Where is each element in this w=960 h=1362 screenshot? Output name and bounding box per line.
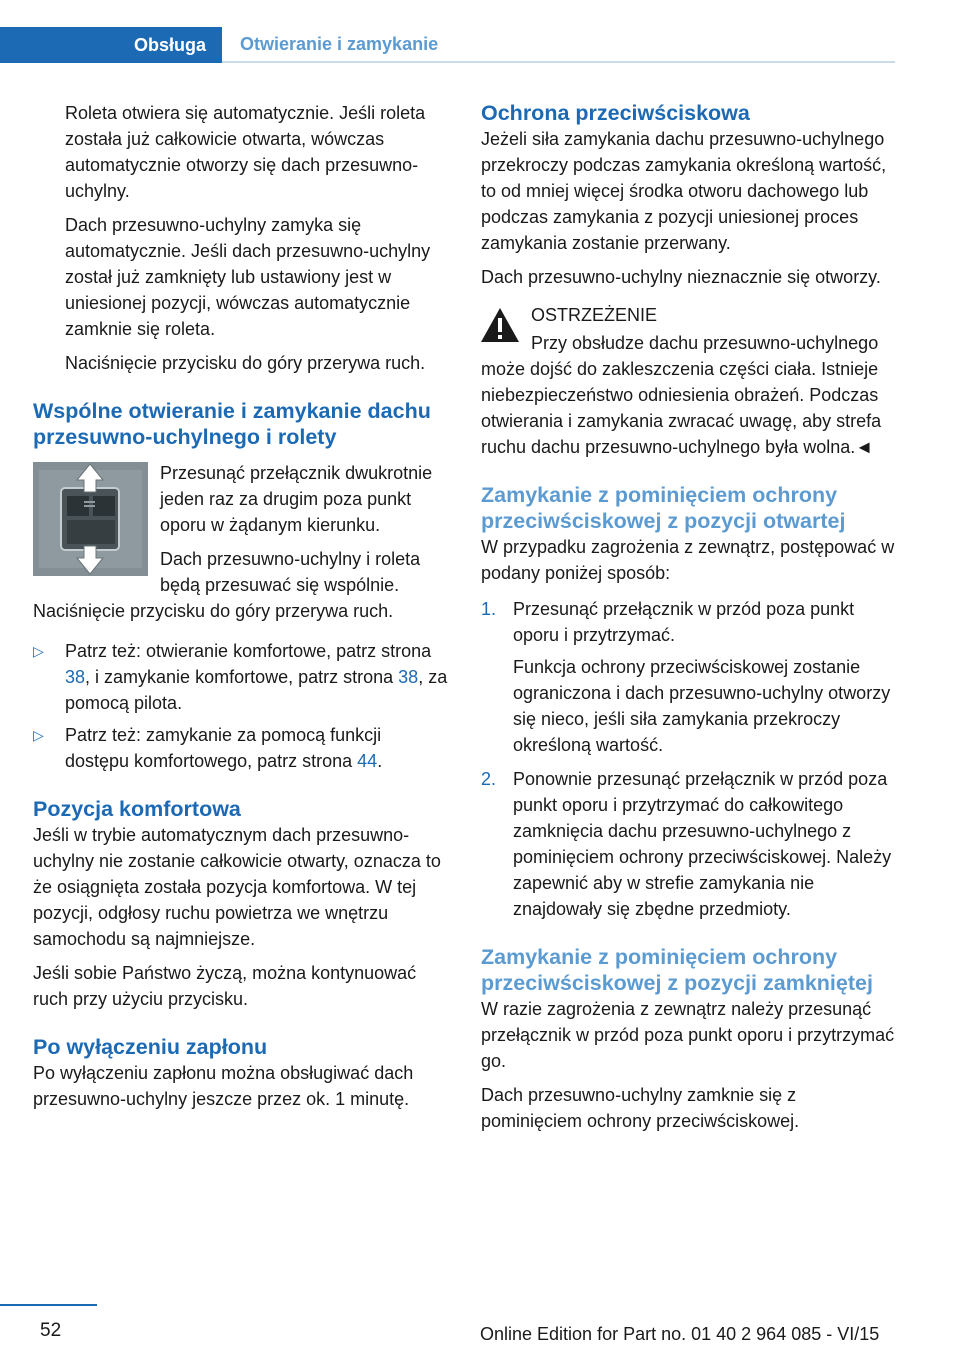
warning-text: Przy obsłudze dachu przesuwno-uchylnego może dojść do zakleszczenia części ciała. Istnieje niebezpieczeństwo odniesienia obrażeń. Podczas otwierania i zamykania zwracać uwagę, aby strefa ruchu dachu przesuwno-uchylnego była wolna.◄ <box>481 333 882 457</box>
list-item <box>33 638 450 716</box>
paragraph: W razie zagrożenia z zewnątrz należy przesunąć przełącznik w przód poza punkt oporu i przytrzymać go. <box>481 999 895 1071</box>
list-item <box>481 766 899 922</box>
triangle-bullet-icon: ▷ <box>33 643 44 659</box>
heading-close-from-closed: Zamykanie z pominięciem ochrony przeciwściskowej z pozycji zamkniętej <box>481 945 873 995</box>
paragraph: Jeżeli siła zamykania dachu przesuwno-uchylnego przekroczy podczas zamykania określoną wartość, to od mniej więcej środka otworu dachowego lub podczas zamykania z pozycji uniesionej proces zamykania zostanie przerwany. <box>481 129 887 253</box>
paragraph: Po wyłączeniu zapłonu można obsługiwać dach przesuwno-uchylny jeszcze przez ok. 1 minutę. <box>33 1063 414 1109</box>
paragraph: Przesunąć przełącznik dwukrotnie jeden raz za drugim poza punkt oporu w żądanym kierunku. <box>160 463 433 535</box>
edition-text: Online Edition for Part no. 01 40 2 964 085 - VI/15 <box>480 1324 880 1344</box>
header-bar <box>0 27 895 63</box>
heading-pinch-protection: Ochrona przeciwściskowa <box>481 101 750 125</box>
paragraph: Dach przesuwno-uchylny zamyka się automatycznie. Jeśli dach przesuwno-uchylny został już zamknięty lub ustawiony jest w uniesionej pozycji, wówczas automatycznie zamknie się roleta. <box>65 215 431 339</box>
heading-joint-operation: Wspólne otwieranie i zamykanie dachu przesuwno-uchylnego i rolety <box>33 399 431 449</box>
page-number: 52 <box>40 1320 62 1341</box>
switch-image <box>33 462 148 576</box>
heading-after-ignition: Po wyłączeniu zapłonu <box>33 1035 268 1059</box>
page-link[interactable]: 44 <box>357 751 378 771</box>
heading-comfort-position: Pozycja komfortowa <box>33 797 241 821</box>
paragraph: Naciśnięcie przycisku do góry przerywa ruch. <box>65 353 426 373</box>
step-text: Funkcja ochrony przeciwściskowej zostanie ograniczona i dach przesuwno-uchylny otworzy się nieco, jeśli siła zamykania przekroczy określoną wartość. <box>513 657 891 755</box>
section-tab-chapter[interactable]: Otwieranie i zamykanie <box>240 34 439 54</box>
right-column <box>481 100 899 1142</box>
list-text: , i zamykanie komfortowe, patrz strona <box>85 667 399 687</box>
sliding-switch-icon <box>33 462 148 576</box>
paragraph: W przypadku zagrożenia z zewnątrz, postępować w podany poniżej sposób: <box>481 537 895 583</box>
list-text: Patrz też: zamykanie za pomocą funkcji dostępu komfortowego, patrz strona <box>65 725 382 771</box>
list-item <box>33 722 450 774</box>
warning-icon <box>479 306 521 344</box>
warning-title: OSTRZEŻENIE <box>531 305 658 325</box>
steps-list <box>481 596 899 922</box>
heading-close-from-open: Zamykanie z pominięciem ochrony przeciwściskowej z pozycji otwartej <box>481 483 846 533</box>
step-text: Ponownie przesunąć przełącznik w przód poza punkt oporu i przytrzymać do całkowitego zamknięcia dachu przesuwno-uchylnego z pominięciem ochrony przeciwściskowej. Należy zapewnić aby w strefie zamykania nie znajdowały się zbędne przedmioty. <box>513 769 892 919</box>
paragraph: Jeśli sobie Państwo życzą, można kontynuować ruch przy użyciu przycisku. <box>33 963 417 1009</box>
left-column <box>33 100 450 1120</box>
page-link[interactable]: 38 <box>65 667 86 687</box>
warning-block <box>481 302 899 460</box>
paragraph: Jeśli w trybie automatycznym dach przesuwno-uchylny nie zostanie całkowicie otwarty, oznacza to że osiągnięta została pozycja komfortowa. W tej pozycji, odgłosy ruchu powietrza we wnętrzu samochodu są najmniejsze. <box>33 825 441 949</box>
step-number: 2. <box>481 769 497 789</box>
paragraph: Dach przesuwno-uchylny nieznacznie się otworzy. <box>481 267 881 287</box>
step-text: Przesunąć przełącznik w przód poza punkt oporu i przytrzymać. <box>513 599 855 645</box>
footer-rule <box>0 1304 97 1306</box>
list-text: , za pomocą pilota. <box>65 667 448 713</box>
list-item <box>481 596 899 758</box>
see-also-list <box>33 638 450 774</box>
triangle-bullet-icon: ▷ <box>33 727 44 743</box>
list-text: Patrz też: otwieranie komfortowe, patrz strona <box>65 641 432 661</box>
page-link[interactable]: 38 <box>398 667 419 687</box>
list-text: . <box>377 751 383 771</box>
paragraph: Dach przesuwno-uchylny zamknie się z pominięciem ochrony przeciwściskowej. <box>481 1085 800 1131</box>
section-tab-active[interactable]: Obsługa <box>0 27 222 63</box>
figure-block <box>33 460 450 624</box>
paragraph: Roleta otwiera się automatycznie. Jeśli roleta została już całkowicie otwarta, wówczas automatycznie otworzy się dach przesuwno-uchylny. <box>65 103 426 201</box>
paragraph: Dach przesuwno-uchylny i roleta będą przesuwać się wspólnie. Naciśnięcie przycisku do góry przerywa ruch. <box>33 549 421 621</box>
step-number: 1. <box>481 599 497 619</box>
